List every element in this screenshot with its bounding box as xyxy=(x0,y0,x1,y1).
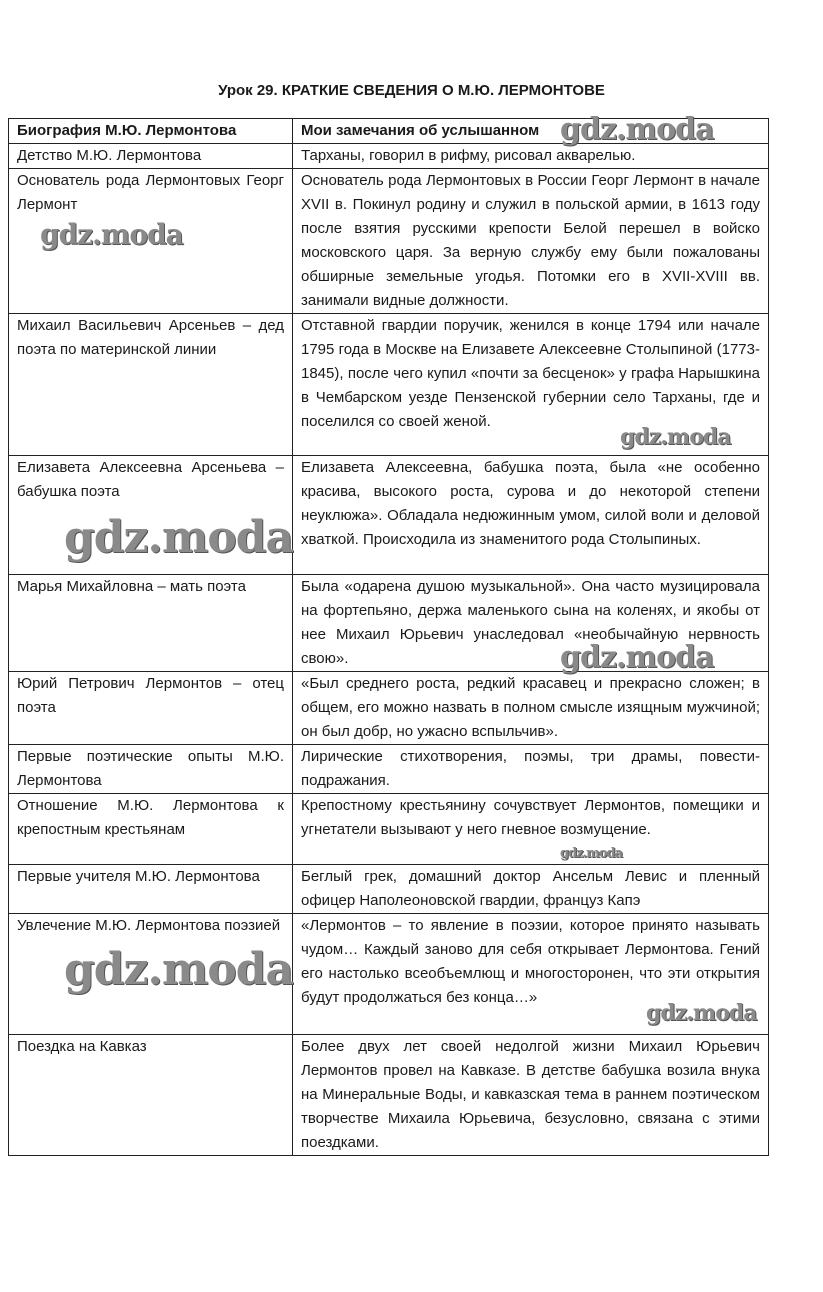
table-row xyxy=(9,144,769,169)
table-row xyxy=(9,169,769,314)
row-topic: Елизавета Алексеевна Арсеньева – бабушка поэта xyxy=(9,456,293,575)
row-topic: Юрий Петрович Лермонтов – отец поэта xyxy=(9,672,293,745)
watermark: gdz.moda xyxy=(620,424,731,450)
table-row xyxy=(9,456,769,575)
row-notes: Отставной гвардии поручик, женился в конце 1794 или начале 1795 года в Москве на Елизавете Алексеевне Столыпиной (1773-1845), после чего купил «почти за бесценок» у графа Нарышкина в Чембарском уезде Пензенской губернии село Тарханы, где и поселился со своей женой. xyxy=(293,314,769,456)
row-notes: Основатель рода Лермонтовых в России Георг Лермонт в начале XVII в. Покинул родину и служил в польской армии, в 1613 году после взятия русскими крепости Белой перешел в войско московского царя. За верную службу ему были пожалованы обширные земельные угодья. Потомки его в XVII-XVIII вв. занимали видные должности. xyxy=(293,169,769,314)
biography-table xyxy=(8,118,769,1156)
table-header-row xyxy=(9,119,769,144)
table-row xyxy=(9,1035,769,1156)
row-notes: Тарханы, говорил в рифму, рисовал акварелью. xyxy=(293,144,769,169)
row-topic: Отношение М.Ю. Лермонтова к крепостным крестьянам xyxy=(9,794,293,865)
watermark: gdz.moda xyxy=(40,218,183,251)
watermark: gdz.moda xyxy=(646,1000,757,1026)
table-row xyxy=(9,914,769,1035)
row-notes: Беглый грек, домашний доктор Ансельм Левис и пленный офицер Наполеоновской гвардии, француз Капэ xyxy=(293,865,769,914)
row-notes: Елизавета Алексеевна, бабушка поэта, была «не особенно красива, высокого роста, сурова и до некоторой степени неуклюжа». Обладала недюжинным умом, силой воли и деловой хваткой. Происходила из знаменитого рода Столыпиных. xyxy=(293,456,769,575)
table-row xyxy=(9,575,769,672)
watermark: gdz.moda xyxy=(64,944,294,995)
page-title: Урок 29. КРАТКИЕ СВЕДЕНИЯ О М.Ю. ЛЕРМОНТОВЕ xyxy=(218,82,605,99)
watermark: gdz.moda xyxy=(560,112,714,147)
row-topic: Увлечение М.Ю. Лермонтова поэзией xyxy=(9,914,293,1035)
row-topic: Михаил Васильевич Арсеньев – дед поэта по материнской линии xyxy=(9,314,293,456)
row-topic: Первые учителя М.Ю. Лермонтова xyxy=(9,865,293,914)
row-topic: Детство М.Ю. Лермонтова xyxy=(9,144,293,169)
table-row xyxy=(9,314,769,456)
row-notes: Лирические стихотворения, поэмы, три драмы, повести-подражания. xyxy=(293,745,769,794)
row-topic: Первые поэтические опыты М.Ю. Лермонтова xyxy=(9,745,293,794)
table-row xyxy=(9,865,769,914)
row-notes: Была «одарена душою музыкальной». Она часто музицировала на фортепьяно, держа маленького сына на коленях, и якобы от нее Михаил Юрьевич унаследовал «необычайную нервность свою». xyxy=(293,575,769,672)
row-topic: Поездка на Кавказ xyxy=(9,1035,293,1156)
row-notes: «Был среднего роста, редкий красавец и прекрасно сложен; в общем, его можно назвать в полном смысле изящным мужчиной; он был добр, но ужасно вспыльчив». xyxy=(293,672,769,745)
row-notes: Более двух лет своей недолгой жизни Михаил Юрьевич Лермонтов провел на Кавказе. В детстве бабушка возила внука на Минеральные Воды, и кавказская тема в раннем поэтическом творчестве Михаила Юрьевича, безусловно, связана с этими поездками. xyxy=(293,1035,769,1156)
row-notes: «Лермонтов – то явление в поэзии, которое принято называть чудом… Каждый заново для себя открывает Лермонтова. Гений его настолько всеобъемлющ и многосторонен, что эти открытия будут продолжаться без конца…» xyxy=(293,914,769,1035)
header-notes: Мои замечания об услышанном xyxy=(293,119,769,144)
watermark: gdz.moda xyxy=(560,640,714,675)
row-topic: Марья Михайловна – мать поэта xyxy=(9,575,293,672)
row-topic: Основатель рода Лермонтовых Георг Лермонт xyxy=(9,169,293,314)
row-notes: Крепостному крестьянину сочувствует Лермонтов, помещики и угнетатели вызывают у него гневное возмущение. xyxy=(293,794,769,865)
header-biography: Биография М.Ю. Лермонтова xyxy=(9,119,293,144)
watermark: gdz.moda xyxy=(64,512,294,563)
table-row xyxy=(9,745,769,794)
table-row xyxy=(9,794,769,865)
table-row xyxy=(9,672,769,745)
watermark: gdz.moda xyxy=(560,846,623,861)
